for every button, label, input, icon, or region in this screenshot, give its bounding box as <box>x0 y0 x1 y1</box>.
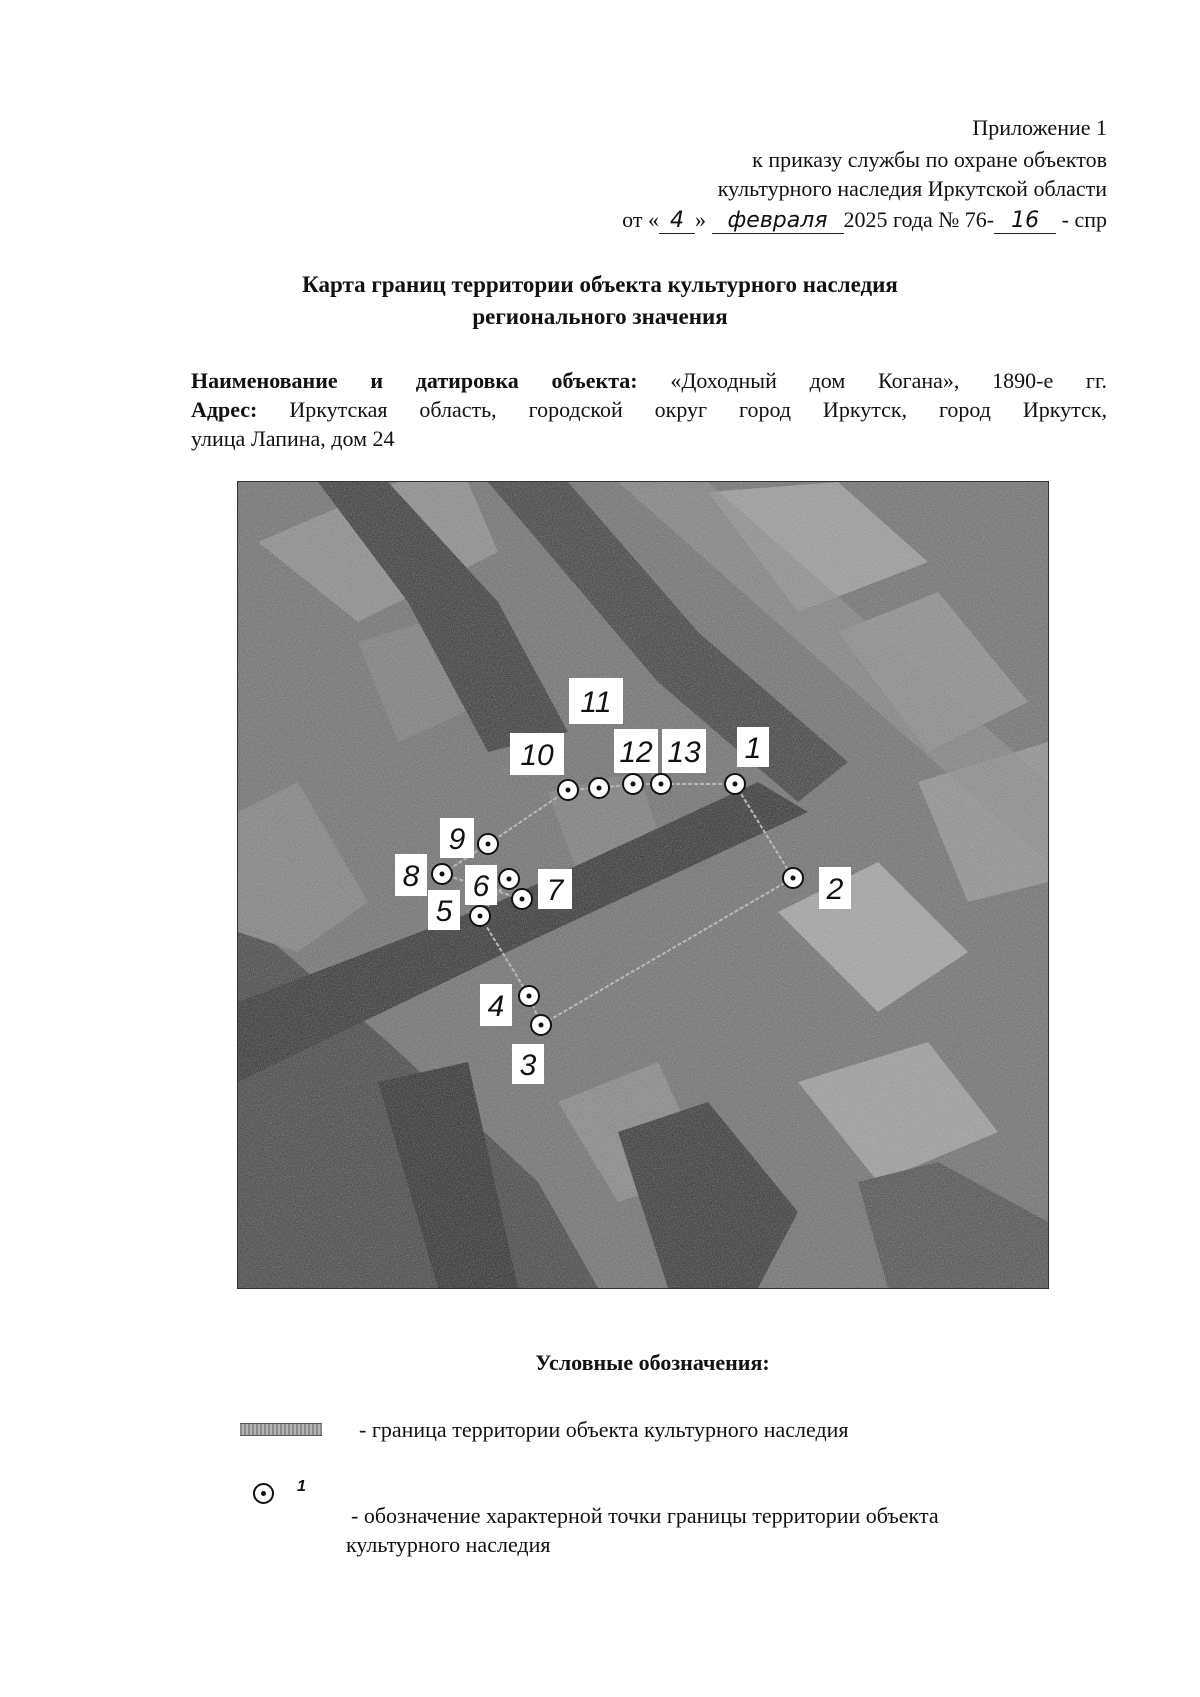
point-label-11: 11 <box>580 686 612 719</box>
point-center-dot <box>733 782 738 787</box>
map-texture <box>238 482 1048 1288</box>
point-label-12: 12 <box>619 736 653 769</box>
year-and-number: 2025 года № 76- <box>843 207 995 232</box>
point-label-2: 2 <box>826 873 844 906</box>
point-label-4: 4 <box>487 990 505 1023</box>
point-label-3: 3 <box>519 1049 537 1082</box>
handwritten-number: 16 <box>994 209 1056 234</box>
point-center-dot <box>440 872 445 877</box>
point-label-10: 10 <box>520 739 554 772</box>
point-center-dot <box>791 876 796 881</box>
point-label-13: 13 <box>667 736 701 769</box>
point-center-dot <box>539 1023 544 1028</box>
address-label: Адрес: <box>191 397 258 422</box>
point-center-dot <box>486 842 491 847</box>
point-label-1: 1 <box>744 732 762 765</box>
object-name-label: Наименование и датировка объекта: <box>191 368 638 393</box>
point-center-dot <box>659 782 664 787</box>
doc-title-line2: регионального значения <box>472 304 728 329</box>
legend-title: Условные обозначения: <box>535 1350 770 1375</box>
authority-line: культурного наследия Иркутской области <box>717 176 1107 201</box>
legend-boundary-line-sample <box>240 1423 322 1436</box>
point-center-dot <box>566 788 571 793</box>
point-center-dot <box>507 877 512 882</box>
doc-title-line1: Карта границ территории объекта культурного наследия <box>302 272 898 297</box>
point-label-7: 7 <box>546 874 564 907</box>
legend-point-number: 1 <box>297 1478 306 1495</box>
point-center-dot <box>527 994 532 999</box>
map-canvas <box>238 482 1048 1288</box>
point-center-dot <box>631 782 636 787</box>
address-line <box>191 396 1107 424</box>
legend-point-desc-line2: культурного наследия <box>346 1532 551 1557</box>
legend-point-desc-line1: - обозначение характерной точки границы территории объекта <box>351 1503 939 1528</box>
object-name-value: «Доходный дом Когана», 1890-е гг. <box>670 368 1107 393</box>
address-line-2: улица Лапина, дом 24 <box>191 426 395 451</box>
handwritten-month: февраля <box>712 209 844 234</box>
point-center-dot <box>478 914 483 919</box>
order-date-line <box>622 206 1107 234</box>
date-mid: » <box>695 207 706 232</box>
point-label-5: 5 <box>435 895 453 928</box>
point-center-dot <box>597 786 602 791</box>
address-value: Иркутская область, городской округ город Иркутск, город Иркутск, <box>289 397 1108 422</box>
appendix-label: Приложение 1 <box>972 115 1107 140</box>
point-label-8: 8 <box>402 860 420 893</box>
handwritten-day: 4 <box>659 209 695 234</box>
number-suffix: - спр <box>1061 207 1107 232</box>
order-ref-line: к приказу службы по охране объектов <box>752 147 1107 172</box>
point-center-dot <box>520 897 525 902</box>
point-label-9: 9 <box>448 823 466 856</box>
aerial-map <box>237 481 1049 1289</box>
object-name-line <box>191 367 1107 395</box>
point-label-6: 6 <box>472 870 490 903</box>
legend-boundary-desc: - граница территории объекта культурного наследия <box>359 1417 849 1442</box>
date-prefix: от « <box>622 207 659 232</box>
legend-point-icon <box>253 1483 274 1504</box>
